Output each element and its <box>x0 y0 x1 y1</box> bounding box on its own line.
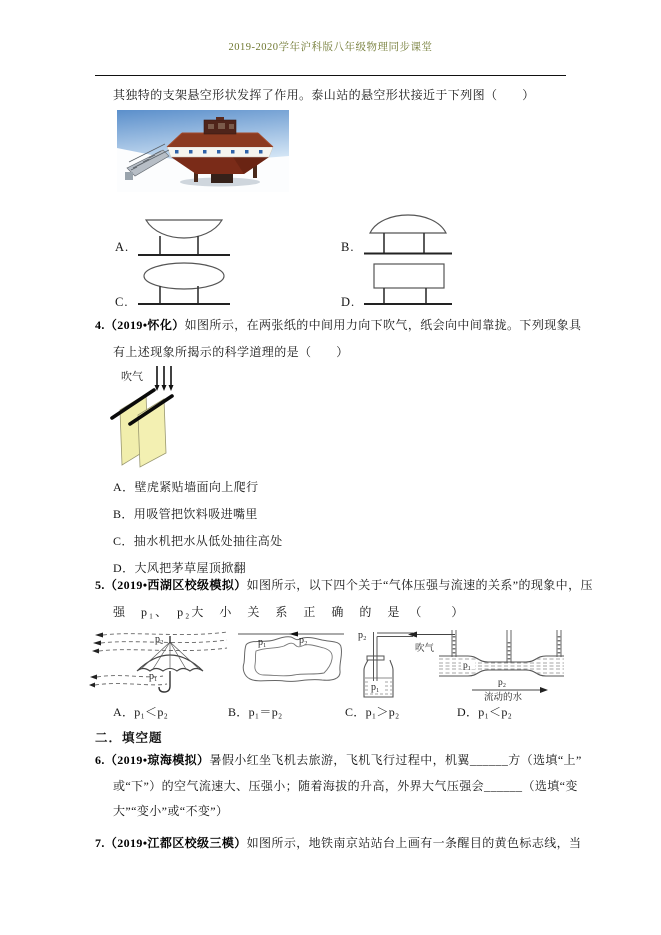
q5-option-d: D．p₁＜p₂ <box>457 705 513 719</box>
option-c-label: C. <box>115 295 129 309</box>
q5-option-c: C．p₁＞p₂ <box>345 705 400 719</box>
umbrella-p2: p₂ <box>155 634 164 645</box>
question-3-line: 其独特的支架悬空形状发挥了作用。泰山站的悬空形状接近于下列图（ ） <box>113 88 535 102</box>
flow-arrowhead <box>289 632 298 637</box>
umbrella-handle <box>159 671 170 692</box>
q4-option-a: A．壁虎紧贴墙面向上爬行 <box>113 480 259 494</box>
question-4-text <box>95 312 582 366</box>
question-6-line2: 或“下”）的空气流速大、压强小；随着海拔的升高，外界大气压强会______（选填“变 <box>113 778 578 793</box>
venturi-p1: p₁ <box>463 661 472 671</box>
q4-option-c: C．抽水机把水从低处抽往高处 <box>113 534 283 548</box>
atomizer-p1: p₁ <box>371 682 380 693</box>
umbrella-figure <box>93 627 233 699</box>
channel-figure <box>236 629 348 693</box>
question-7-text <box>95 830 582 857</box>
venturi-figure <box>438 628 565 702</box>
venturi-p2: p₂ <box>498 678 507 688</box>
blow-label: 吹气 <box>121 371 143 383</box>
water-flow-arrowhead <box>540 687 548 693</box>
option-d-figure <box>362 262 454 308</box>
option-b-label: B. <box>341 240 355 254</box>
taishan-station-photo <box>117 110 289 192</box>
question-7-source: （2019•江都区校级三模） <box>104 836 247 850</box>
option-d-label: D. <box>341 295 356 309</box>
atomizer-p2: p₂ <box>358 630 367 641</box>
bottle-flange <box>367 656 384 660</box>
q5-option-b: B．p₁＝p₂ <box>228 705 283 719</box>
question-7-number: 7. <box>95 836 105 850</box>
question-4-line1: 4.（2019•怀化）如图所示，在两张纸的中间用力向下吹气，纸会向中间靠拢。下列现象具 <box>95 318 582 332</box>
header-divider <box>95 75 566 76</box>
question-5-number: 5. <box>95 578 105 592</box>
question-5-line2: 强 p₁、 p₂大 小 关 系 正 确 的 是 （ ） <box>113 605 466 619</box>
section-2-title: 二．填空题 <box>95 731 163 745</box>
channel-p2: p₂ <box>299 635 308 646</box>
question-7-line1: 7.（2019•江都区校级三模）如图所示，地铁南京站站台上画有一条醒目的黄色标志线，当 <box>95 836 582 850</box>
page-title: 2019-2020学年沪科版八年级物理同步课堂 <box>228 42 433 53</box>
question-5-line1: 5.（2019•西湖区校级模拟）如图所示，以下四个关于“气体压强与流速的关系”的现象中，压 <box>95 578 593 592</box>
pipe-hatch <box>439 659 564 673</box>
channel-inner-bank <box>255 643 332 676</box>
question-6-line3: 大”“变小”或“不变”） <box>113 804 229 818</box>
down-arrows-icon <box>157 366 171 385</box>
option-a-figure <box>136 210 232 260</box>
question-5-source: （2019•西湖区校级模拟） <box>104 578 247 592</box>
venturi-caption: 流动的水 <box>484 693 523 703</box>
question-6-text <box>95 748 582 825</box>
q4-option-d: D．大风把茅草屋顶掀翻 <box>113 561 247 575</box>
atomizer-blow-label: 吹气 <box>415 644 435 654</box>
question-4-source: （2019•怀化） <box>104 318 185 332</box>
question-6-line1: 6.（2019•琼海模拟）暑假小红坐飞机去旅游，飞机飞行过程中，机翼______方（选填“上” <box>95 753 582 767</box>
option-c-figure <box>136 262 232 308</box>
q5-option-a: A．p₁＜p₂ <box>113 705 169 719</box>
question-4-figure <box>110 363 188 468</box>
question-4-number: 4. <box>95 318 105 332</box>
vertical-tubes <box>452 630 561 663</box>
umbrella-p1: p₁ <box>149 671 158 682</box>
channel-p1: p₁ <box>258 637 267 648</box>
question-5-text <box>95 572 593 626</box>
question-4-options <box>113 474 593 582</box>
option-a-label: A. <box>115 240 130 254</box>
question-3-text <box>113 82 593 109</box>
tube-water <box>454 636 559 662</box>
q4-option-b: B．用吸管把饮料吸进嘴里 <box>113 507 258 521</box>
option-b-figure <box>362 205 454 257</box>
question-6-number: 6. <box>95 753 105 767</box>
question-4-line2: 有上述现象所揭示的科学道理的是（ ） <box>113 345 349 359</box>
wind-arrowheads <box>89 633 103 688</box>
question-6-source: （2019•琼海模拟） <box>104 753 210 767</box>
